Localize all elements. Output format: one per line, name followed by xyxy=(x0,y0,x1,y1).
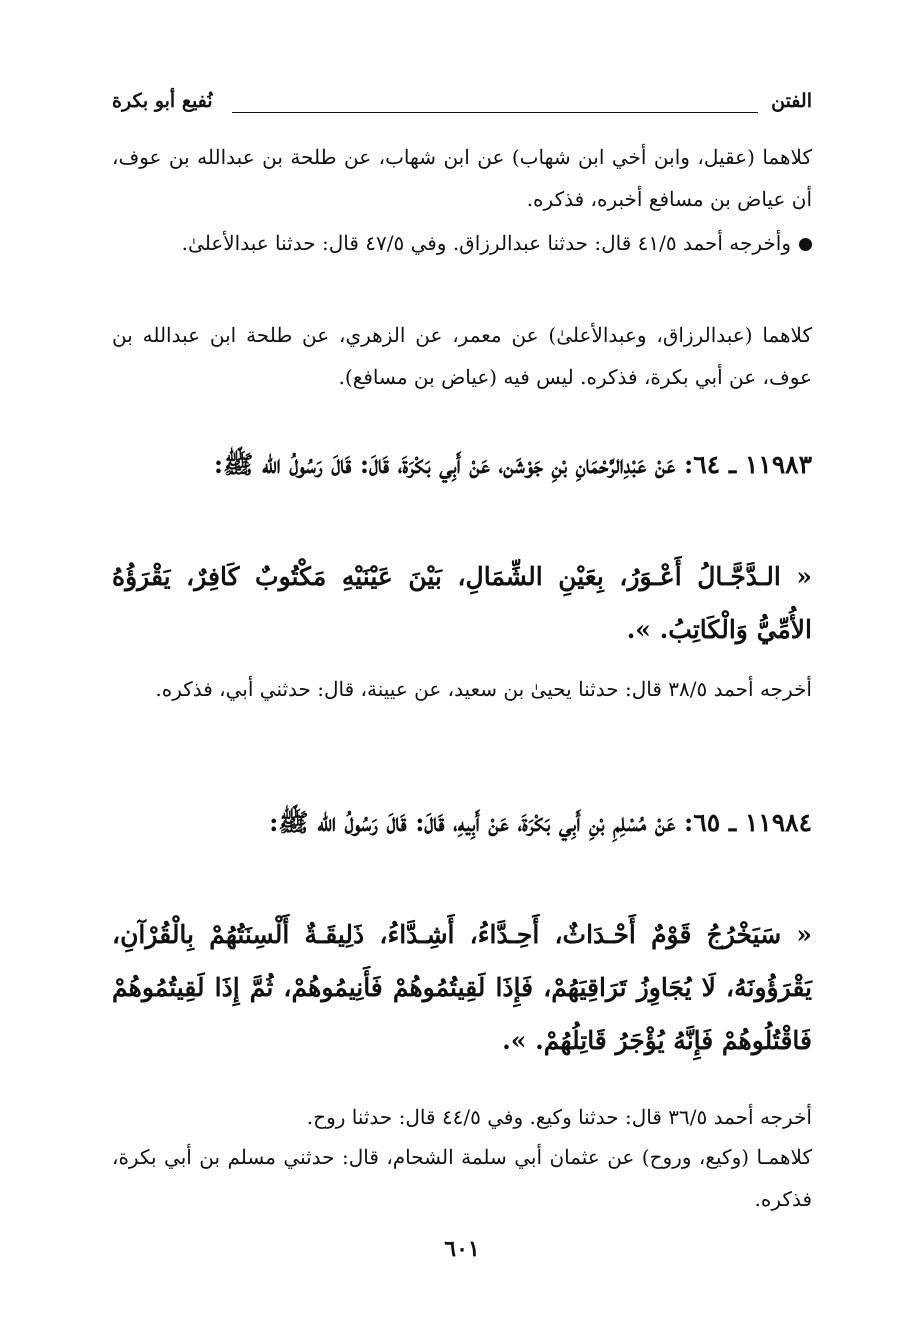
note-text: أخرجه أحمد ٣٨/٥ قال: حدثنا يحيىٰ بن سعيد، عن عيينة، قال: حدثني أبي، فذكره. xyxy=(155,677,812,701)
note-paragraph xyxy=(112,222,812,264)
note-paragraph xyxy=(112,1136,812,1220)
hadith-heading xyxy=(112,796,812,849)
note-text: كلاهما (عبدالرزاق، وعبدالأعلىٰ) عن معمر، عن الزهري، عن طلحة ابن عبدالله بن عوف، عن أبي بكرة، فذكره. ليس فيه (عياض بن مسافع). xyxy=(112,323,812,389)
hadith-body-text: « الـدَّجَّـالُ أَعْـوَرُ، بِعَيْنِ الشِّمَالِ، بَيْنَ عَيْنَيْهِ مَكْتُوبٌ كَافِرٌ، يَقْرَؤُهُ الأُمِّيُّ وَالْكَاتِبُ. ». xyxy=(112,562,812,644)
note-text: كلاهما (عقيل، وابن أخي ابن شهاب) عن ابن شهاب، عن طلحة بن عبدالله بن عوف، أن عياض بن مسافع أخبره، فذكره. xyxy=(112,145,812,211)
page-number: ٦٠١ xyxy=(444,1236,480,1262)
bullet-icon xyxy=(799,238,812,251)
note-paragraph xyxy=(112,136,812,220)
hadith-heading xyxy=(112,438,812,491)
chapter-title: الفتن xyxy=(771,90,812,112)
hadith-heading-text: ١١٩٨٣ ـ ٦٤: عَنْ عَبْدِالرَّحْمَانِ بْنِ جَوْشَن، عَنْ أَبِي بَكْرَةَ، قَالَ: قَالَ رَسُولُ الله ﷺ: xyxy=(213,450,812,479)
hadith-heading-text: ١١٩٨٤ ـ ٦٥: عَنْ مُسْلِمِ بْنِ أَبِي بَكْرَةَ، عَنْ أَبِيهِ، قَالَ: قَالَ رَسُولُ الله ﷺ: xyxy=(269,808,812,837)
note-paragraph xyxy=(112,314,812,398)
hadith-body-text: « سَيَخْرُجُ قَوْمٌ أَحْـدَاثٌ، أَحِـدَّاءُ، أَشِـدَّاءُ، ذَلِيقَـةٌ أَلْسِنَتُهُمْ بِالْقُرْآنِ، يَقْرَؤُونَهُ، لَا يُجَاوِزُ تَرَاقِيَهُمْ، فَإِذَا لَقِيتُمُوهُمْ فَأَنِيمُوهُمْ، ثُمَّ إِذَا لَقِيتُمُوهُمْ فَاقْتُلُوهُمْ فَإِنَّهُ يُؤْجَرُ قَاتِلُهُمْ. ». xyxy=(112,920,812,1055)
header-rule xyxy=(232,112,758,113)
note-paragraph xyxy=(112,1096,812,1138)
hadith-text xyxy=(112,908,812,1067)
hadith-text xyxy=(112,550,812,656)
note-text: كلاهمـا (وكيع، وروح) عن عثمان أبي سلمة الشحام، قال: حدثني مسلم بن أبي بكرة، فذكره. xyxy=(112,1145,812,1211)
document-page xyxy=(112,86,812,1286)
running-header xyxy=(112,90,812,120)
note-paragraph xyxy=(112,668,812,710)
note-text: أخرجه أحمد ٣٦/٥ قال: حدثنا وكيع. وفي ٤٤/٥ قال: حدثنا روح. xyxy=(306,1105,812,1129)
note-text: وأخرجه أحمد ٤١/٥ قال: حدثنا عبدالرزاق. وفي ٤٧/٥ قال: حدثنا عبدالأعلىٰ. xyxy=(181,231,791,255)
section-title: نُفيع أبو بكرة xyxy=(112,90,213,112)
